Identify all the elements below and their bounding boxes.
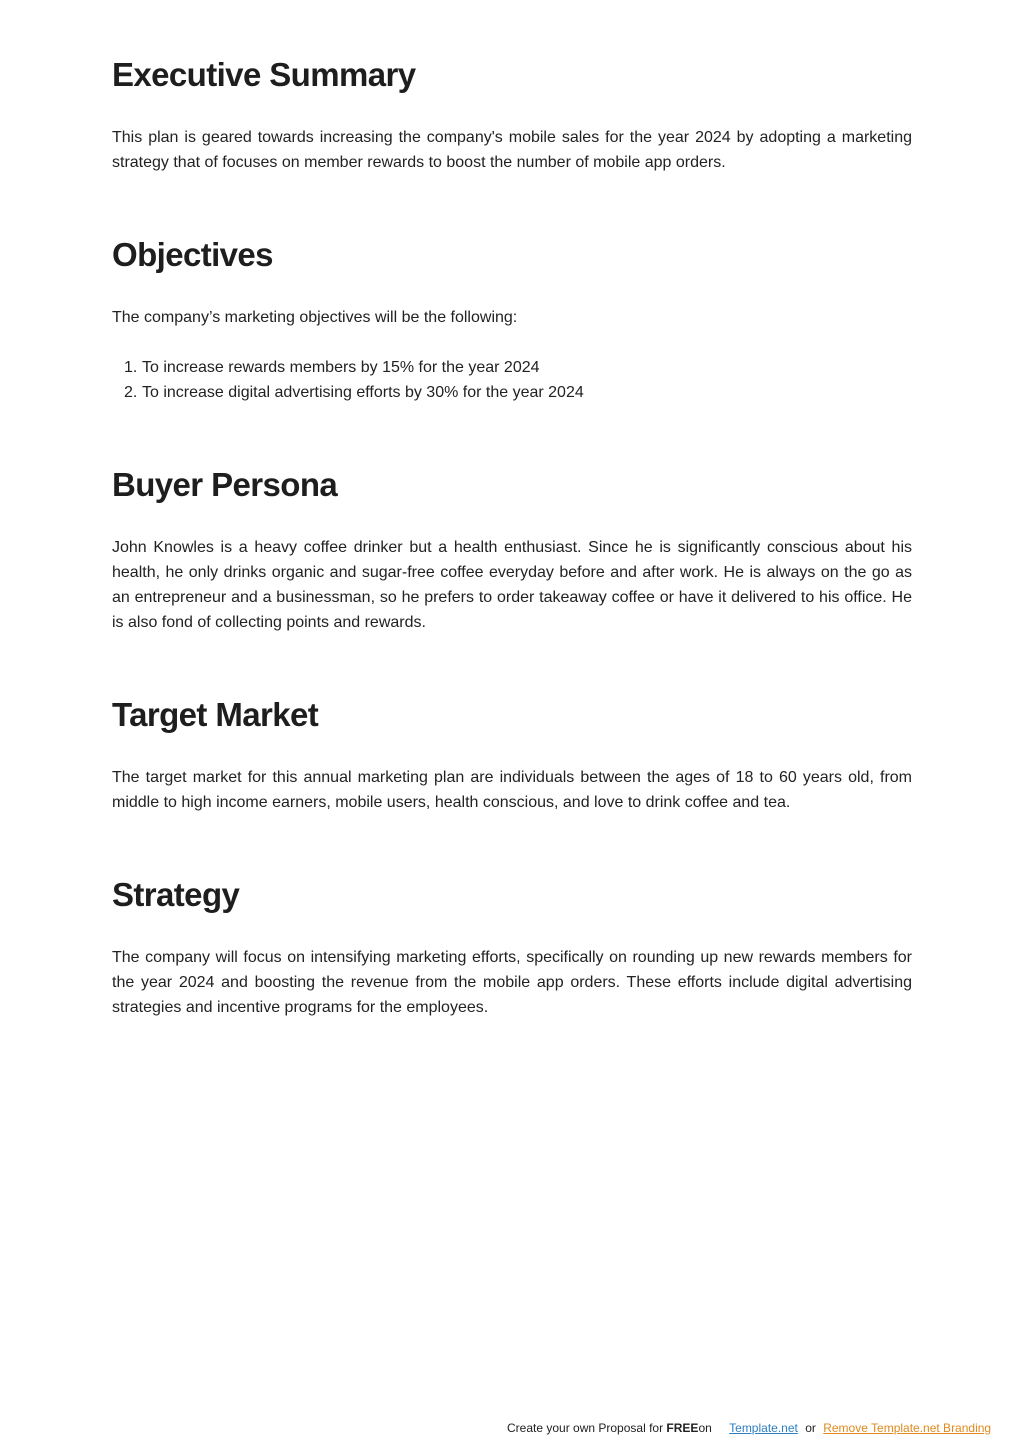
- footer-free: FREE: [666, 1421, 699, 1435]
- objectives-list: [112, 355, 912, 405]
- list-item-text: To increase digital advertising efforts by 30% for the year 2024: [142, 384, 584, 401]
- heading-objectives: Objectives: [112, 236, 273, 273]
- heading-target-market: Target Market: [112, 696, 319, 733]
- strategy-paragraph: The company will focus on intensifying marketing efforts, specifically on rounding up new rewards members for the year 2024 and boosting the revenue from the mobile app orders. These efforts include digital advertising strategies and incentive programs for the employees.: [112, 949, 912, 1016]
- footer-or: or: [805, 1421, 816, 1435]
- list-item: [112, 380, 912, 405]
- footer-prefix: Create your own Proposal for: [507, 1421, 667, 1435]
- template-footer: [507, 1419, 991, 1437]
- list-item-number: 2.: [124, 384, 138, 401]
- heading-buyer-persona: Buyer Persona: [112, 466, 338, 503]
- heading-executive-summary: Executive Summary: [112, 56, 416, 93]
- target-market-paragraph: The target market for this annual marketing plan are individuals between the ages of 18 to 60 years old, from middle to high income earners, mobile users, health conscious, and love to drink coffee and tea.: [112, 769, 912, 811]
- remove-branding-link[interactable]: Remove Template.net Branding: [823, 1421, 992, 1435]
- list-item-number: 1.: [124, 359, 138, 376]
- template-net-link[interactable]: Template.net: [729, 1421, 798, 1435]
- footer-on: on: [698, 1421, 712, 1435]
- objectives-intro-paragraph: The company’s marketing objectives will be the following:: [112, 309, 518, 326]
- list-item: [112, 355, 912, 380]
- heading-strategy: Strategy: [112, 876, 240, 913]
- buyer-persona-paragraph: John Knowles is a heavy coffee drinker but a health enthusiast. Since he is significantly conscious about his health, he only drinks organic and sugar-free coffee everyday before and after work. He is always on the go as an entrepreneur and a businessman, so he prefers to order takeaway coffee or have it delivered to his office. He is also fond of collecting points and rewards.: [112, 539, 912, 631]
- list-item-text: To increase rewards members by 15% for the year 2024: [142, 359, 540, 376]
- executive-summary-paragraph: This plan is geared towards increasing the company's mobile sales for the year 2024 by adopting a marketing strategy that of focuses on member rewards to boost the number of mobile app orders.: [112, 129, 912, 171]
